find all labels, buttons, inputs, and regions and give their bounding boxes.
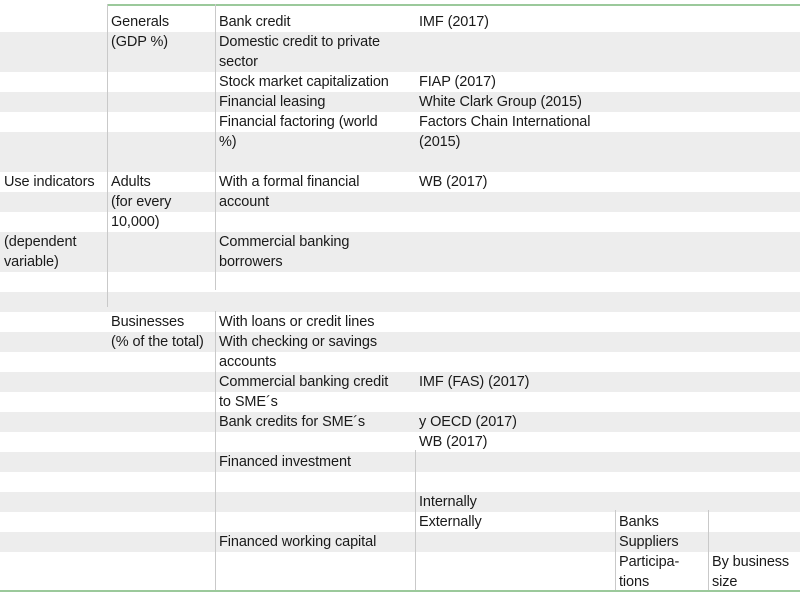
row-band <box>0 232 800 252</box>
table-cell: to SME´s <box>219 394 278 410</box>
row-band <box>0 492 800 512</box>
table-cell: borrowers <box>219 254 283 270</box>
table-cell: IMF (2017) <box>419 14 489 30</box>
table-cell: %) <box>219 134 237 150</box>
row-band <box>0 532 800 552</box>
row-band <box>0 452 800 472</box>
row-band <box>0 252 800 272</box>
row-band <box>0 372 800 392</box>
table-cell: accounts <box>219 354 277 370</box>
table-cell: With a formal financial <box>219 174 360 190</box>
table-cell: FIAP (2017) <box>419 74 496 90</box>
row-band <box>0 412 800 432</box>
table-cell: (dependent <box>4 234 77 250</box>
column-divider <box>107 4 108 307</box>
table-cell: Externally <box>419 514 482 530</box>
table-cell: Domestic credit to private <box>219 34 380 50</box>
table-cell: Financial factoring (world <box>219 114 378 130</box>
table-cell: Bank credits for SME´s <box>219 414 366 430</box>
table-cell: (for every <box>111 194 172 210</box>
table-cell: Use indicators <box>4 174 95 190</box>
row-band <box>0 152 800 172</box>
table-cell: WB (2017) <box>419 434 488 450</box>
table-cell: Financial leasing <box>219 94 326 110</box>
table-cell: variable) <box>4 254 59 270</box>
row-band <box>0 132 800 152</box>
table-cell: sector <box>219 54 258 70</box>
column-divider <box>615 510 616 590</box>
table-cell: Participa- <box>619 554 680 570</box>
top-rule <box>107 4 800 6</box>
table-cell: With checking or savings <box>219 334 377 350</box>
table-cell: With loans or credit lines <box>219 314 375 330</box>
table-cell: Commercial banking credit <box>219 374 389 390</box>
table-cell: Suppliers <box>619 534 679 550</box>
table-cell: (% of the total) <box>111 334 204 350</box>
table-cell: Banks <box>619 514 659 530</box>
table-cell: WB (2017) <box>419 174 488 190</box>
table-cell: Generals <box>111 14 170 30</box>
table-cell: Businesses <box>111 314 185 330</box>
row-band <box>0 92 800 112</box>
table-cell: tions <box>619 574 650 590</box>
table-cell: (2015) <box>419 134 461 150</box>
table-cell: 10,000) <box>111 214 160 230</box>
table-cell: Financed working capital <box>219 534 377 550</box>
table-cell: size <box>712 574 738 590</box>
column-divider <box>215 4 216 290</box>
table-cell: IMF (FAS) (2017) <box>419 374 530 390</box>
table-cell: Factors Chain International <box>419 114 591 130</box>
column-divider <box>215 311 216 590</box>
table-cell: Adults <box>111 174 151 190</box>
row-band <box>0 52 800 72</box>
table-cell: account <box>219 194 270 210</box>
column-divider <box>415 450 416 590</box>
table-cell: Internally <box>419 494 477 510</box>
table-cell: Bank credit <box>219 14 291 30</box>
table-cell: White Clark Group (2015) <box>419 94 582 110</box>
table-cell: (GDP %) <box>111 34 169 50</box>
table-cell: Financed investment <box>219 454 351 470</box>
column-divider <box>708 510 709 590</box>
row-band <box>0 292 800 312</box>
table-cell: By business <box>712 554 790 570</box>
table-cell: y OECD (2017) <box>419 414 517 430</box>
table-cell: Commercial banking <box>219 234 350 250</box>
table-cell: Stock market capitalization <box>219 74 389 90</box>
